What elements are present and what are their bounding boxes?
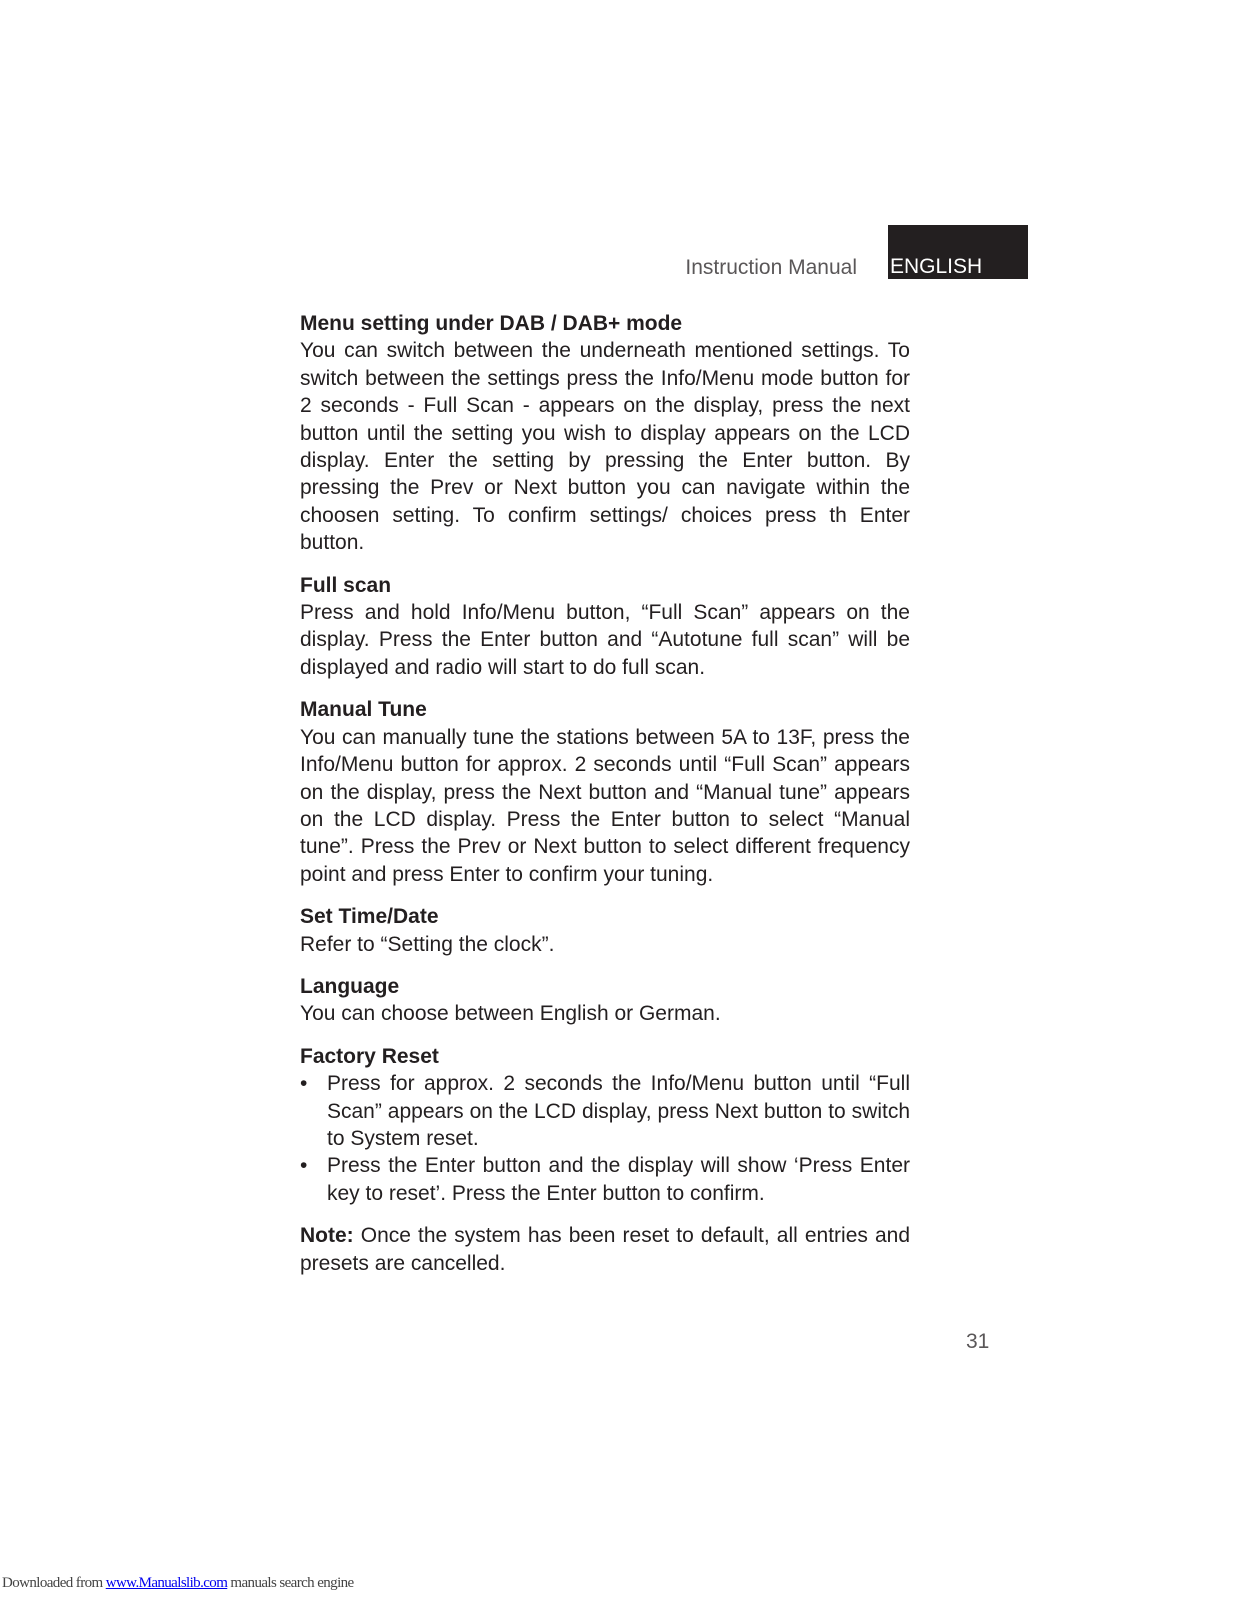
bullet-list (300, 1070, 910, 1207)
list-item-text: Press for approx. 2 seconds the Info/Menu button until “Full Scan” appears on the LCD display, press Next button to switch to System reset. (327, 1072, 910, 1150)
manual-label: Instruction Manual (685, 256, 857, 279)
note-text: Once the system has been reset to default, all entries and presets are cancelled. (300, 1224, 910, 1275)
section-title: Full scan (300, 573, 392, 597)
section-body: You can manually tune the stations between 5A to 13F, press the Info/Menu button for approx. 2 seconds until “Full Scan” appears on the display, press the Next button and “Manual tune” appears on the LCD display. Press the Enter button to select “Manual tune”. Press the Prev or Next button to select different frequency point and press Enter to confirm your tuning. (300, 725, 910, 886)
list-item-text: Press the Enter button and the display will show ‘Press Enter key to reset’. Press the Enter button to confirm. (327, 1154, 910, 1205)
section-title: Language (300, 974, 400, 998)
list-item (300, 1070, 910, 1152)
manualslib-link[interactable]: www.Manualslib.com (105, 1575, 228, 1591)
page-number: 31 (966, 1330, 990, 1353)
note-label: Note: (300, 1224, 354, 1248)
section-body: Press and hold Info/Menu button, “Full Scan” appears on the display. Press the Enter button and “Autotune full scan” will be displayed and radio will start to do full scan. (300, 601, 910, 679)
footer (2, 1575, 354, 1592)
note-paragraph (300, 1222, 910, 1277)
section-title: Manual Tune (300, 698, 427, 722)
section-factory-reset (300, 1043, 910, 1207)
section-title: Menu setting under DAB / DAB+ mode (300, 312, 683, 335)
list-item (300, 1152, 910, 1207)
section-full-scan (300, 572, 910, 682)
language-tab (888, 225, 1028, 279)
section-menu-setting (300, 310, 910, 557)
section-language (300, 973, 910, 1028)
language-tab-label: ENGLISH (890, 255, 983, 278)
footer-suffix: manuals search engine (227, 1575, 354, 1591)
page-content (300, 310, 910, 1277)
section-title: Set Time/Date (300, 905, 439, 929)
footer-prefix: Downloaded from (2, 1575, 106, 1591)
section-title: Factory Reset (300, 1044, 439, 1068)
bullet-mark: • (300, 1072, 308, 1096)
section-body: You can choose between English or German. (300, 1002, 721, 1026)
section-body: You can switch between the underneath mentioned settings. To switch between the settings press the Info/Menu mode button for 2 seconds - Full Scan - appears on the display, press the next button until the setting you wish to display appears on the LCD display. Enter the setting by pressing the Enter button. By pressing the Prev or Next button you can navigate within the choosen setting. To confirm settings/ choices press th Enter button. (300, 339, 910, 555)
bullet-mark: • (300, 1154, 308, 1178)
section-set-time-date (300, 903, 910, 958)
section-manual-tune (300, 696, 910, 888)
section-body: Refer to “Setting the clock”. (300, 932, 555, 956)
